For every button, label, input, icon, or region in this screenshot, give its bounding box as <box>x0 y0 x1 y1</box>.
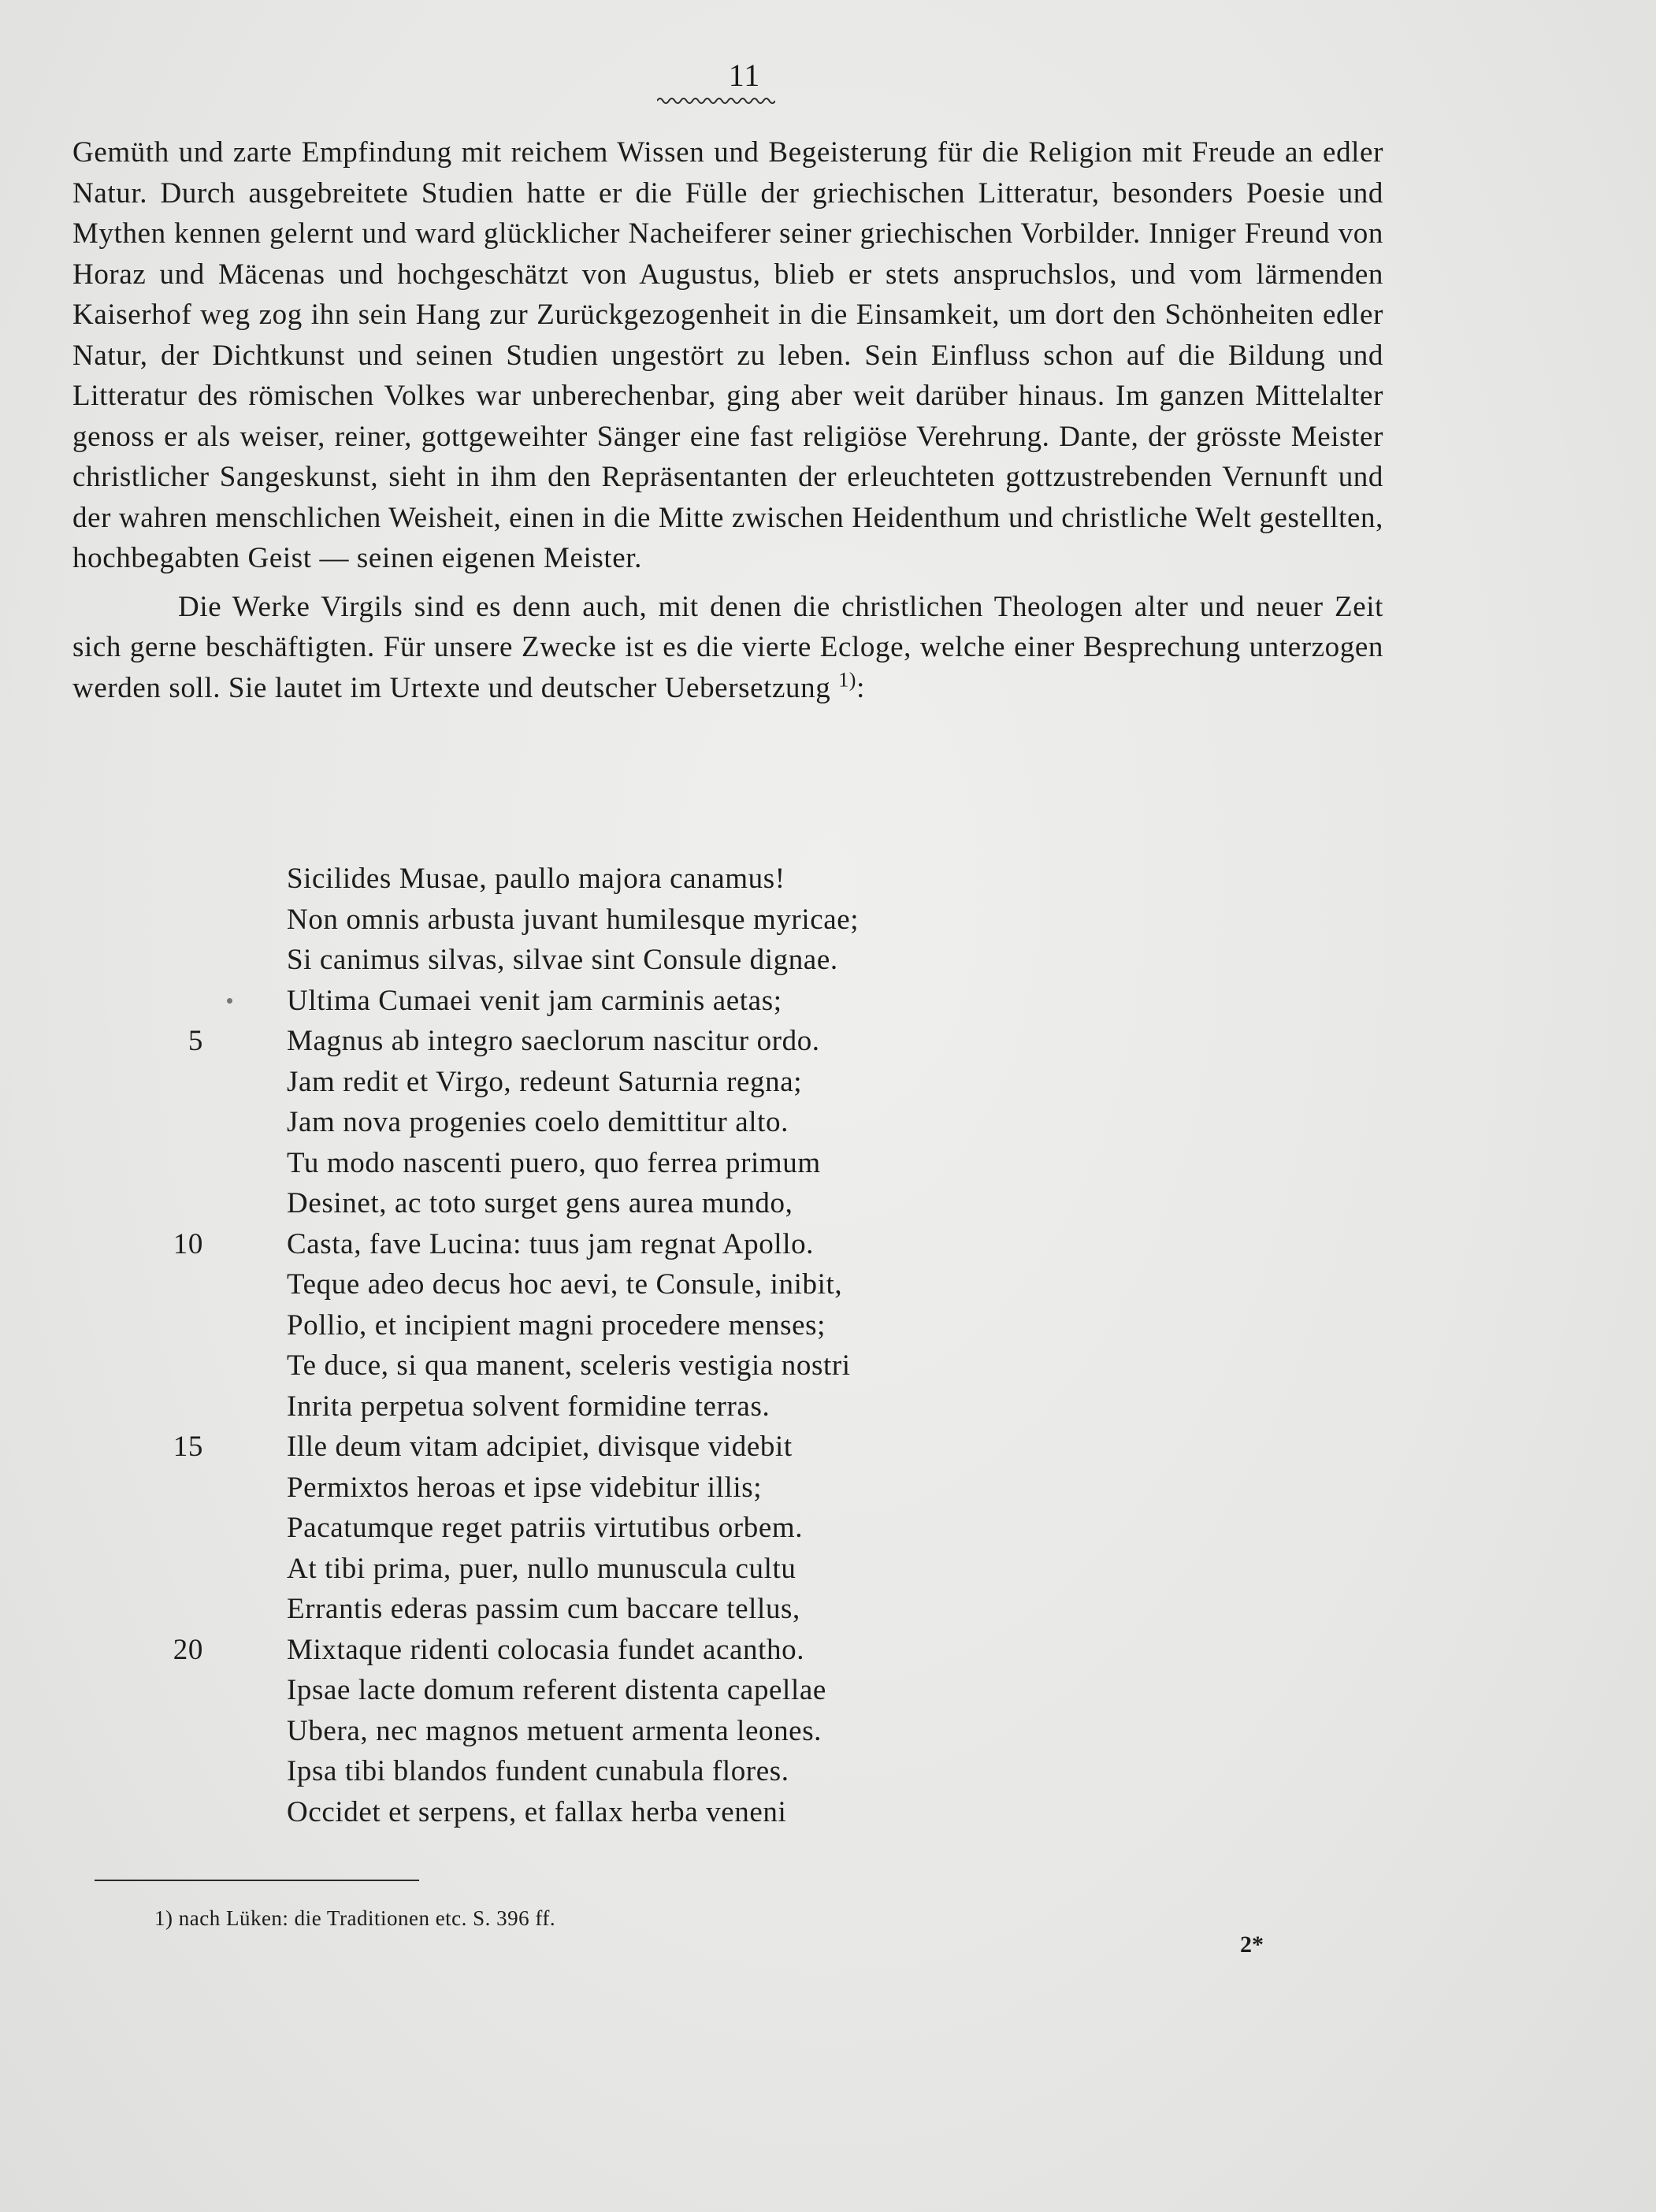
verse-text: Te duce, si qua manent, sceleris vestigia nostri <box>287 1349 851 1382</box>
poem-line <box>217 1345 1005 1386</box>
poem-line <box>173 1427 1005 1468</box>
verse-text: Errantis ederas passim cum baccare tellus, <box>287 1593 800 1625</box>
verse-text: Permixtos heroas et ipse videbitur illis; <box>287 1471 763 1504</box>
poem-line <box>217 1711 1005 1752</box>
poem-line <box>217 981 1005 1022</box>
poem-line <box>217 1549 1005 1590</box>
verse-text: Tu modo nascenti puero, quo ferrea primum <box>287 1146 821 1179</box>
verse-text: Sicilides Musae, paullo majora canamus! <box>287 863 785 895</box>
footnote: 1) nach Lüken: die Traditionen etc. S. 396 ff. <box>154 1906 556 1930</box>
verse-text: Desinet, ac toto surget gens aurea mundo, <box>287 1187 793 1219</box>
poem-line <box>217 1508 1005 1549</box>
verse-text: Jam redit et Virgo, redeunt Saturnia regna; <box>287 1065 803 1098</box>
verse-text: Ille deum vitam adcipiet, divisque videbit <box>287 1431 793 1463</box>
poem-eclogue <box>173 859 1005 1832</box>
paragraph-1: Gemüth und zarte Empfindung mit reichem Wissen und Begeisterung für die Religion mit Freude an edler Natur. Durch ausgebreitete Studien hatte er die Fülle der griechischen Litteratur, besonders Poesie und Mythen kennen gelernt und ward glücklicher Nacheiferer seiner griechischen Vorbilder. Inniger Freund von Horaz und Mäcenas und hochgeschätzt von Augustus, blieb er stets anspruchslos, und vom lärmenden Kaiserhof weg zog ihn sein Hang zur Zurückgezogenheit in die Einsamkeit, um dort den Schönheiten edler Natur, der Dichtkunst und seinen Studien ungestört zu leben. Sein Einfluss schon auf die Bildung und Litteratur des römischen Volkes war unberechenbar, ging aber weit darüber hinaus. Im ganzen Mittelalter genoss er als weiser, reiner, gottgeweihter Sänger eine fast religiöse Verehrung. Dante, der grösste Meister christlicher Sangeskunst, sieht in ihm den Repräsentanten der erleuchteten gottzustrebenden Vernunft und der wahren menschlichen Weisheit, einen in die Mitte zwischen Heidenthum und christliche Welt gestellten, hochbegabten Geist — seinen eigenen Meister. <box>72 136 1383 574</box>
poem-line <box>217 1143 1005 1184</box>
poem-line <box>217 1589 1005 1630</box>
poem-line <box>217 1792 1005 1833</box>
verse-text: Non omnis arbusta juvant humilesque myricae; <box>287 903 860 936</box>
poem-line <box>217 900 1005 941</box>
poem-line <box>217 1670 1005 1711</box>
printer-signature: 2* <box>1240 1932 1264 1958</box>
verse-text: Ultima Cumaei venit jam carminis aetas; <box>287 984 782 1017</box>
paragraph-2-end: : <box>856 671 865 704</box>
verse-text: Pacatumque reget patriis virtutibus orbem. <box>287 1512 804 1544</box>
poem-line <box>217 1468 1005 1509</box>
verse-text: Jam nova progenies coelo demittitur alto. <box>287 1106 789 1138</box>
poem-line <box>217 1305 1005 1346</box>
verse-number: 10 <box>173 1227 203 1260</box>
verse-number: 5 <box>188 1025 203 1057</box>
poem-line <box>217 1386 1005 1427</box>
verse-text: Inrita perpetua solvent formidine terras. <box>287 1390 770 1423</box>
poem-line <box>173 1224 1005 1265</box>
page-number: 11 <box>728 58 761 93</box>
verse-number: 20 <box>173 1633 203 1666</box>
verse-text: Mixtaque ridenti colocasia fundet acantho. <box>287 1633 805 1666</box>
verse-number: 15 <box>173 1431 203 1463</box>
verse-text: Si canimus silvas, silvae sint Consule dignae. <box>287 944 838 976</box>
verse-text: Occidet et serpens, et fallax herba veneni <box>287 1795 787 1828</box>
verse-text: Pollio, et incipient magni procedere menses; <box>287 1308 826 1342</box>
wavy-ornament <box>657 96 775 106</box>
poem-line <box>217 1183 1005 1224</box>
paragraph-2 <box>72 587 1383 709</box>
verse-text: Magnus ab integro saeclorum nascitur ordo. <box>287 1025 820 1057</box>
verse-text: At tibi prima, puer, nullo munuscula cultu <box>287 1552 796 1585</box>
verse-text: Teque adeo decus hoc aevi, te Consule, inibit, <box>287 1268 843 1301</box>
footnote-rule <box>95 1880 419 1881</box>
poem-line <box>217 1102 1005 1143</box>
poem-line <box>217 1264 1005 1305</box>
verse-text: Ubera, nec magnos metuent armenta leones. <box>287 1714 822 1747</box>
verse-text: Casta, fave Lucina: tuus jam regnat Apollo. <box>287 1227 815 1260</box>
poem-line <box>217 859 1005 900</box>
verse-text: Ipsa tibi blandos fundent cunabula flores. <box>287 1755 789 1787</box>
poem-line <box>217 1751 1005 1792</box>
paragraph-2-text: Die Werke Virgils sind es denn auch, mit denen die christlichen Theologen alter und neuer Zeit sich gerne beschäftigten. Für unsere Zwecke ist es die vierte Ecloge, welche einer Besprechung unterzogen werden soll. Sie lautet im Urtexte und deutscher Uebersetzung <box>72 590 1383 704</box>
poem-line <box>173 1630 1005 1671</box>
verse-text: Ipsae lacte domum referent distenta capellae <box>287 1674 826 1706</box>
poem-line <box>188 1021 1005 1062</box>
footnote-reference: 1) <box>838 668 857 692</box>
poem-line <box>217 940 1005 981</box>
poem-line <box>217 1062 1005 1103</box>
body-text <box>72 132 1383 708</box>
